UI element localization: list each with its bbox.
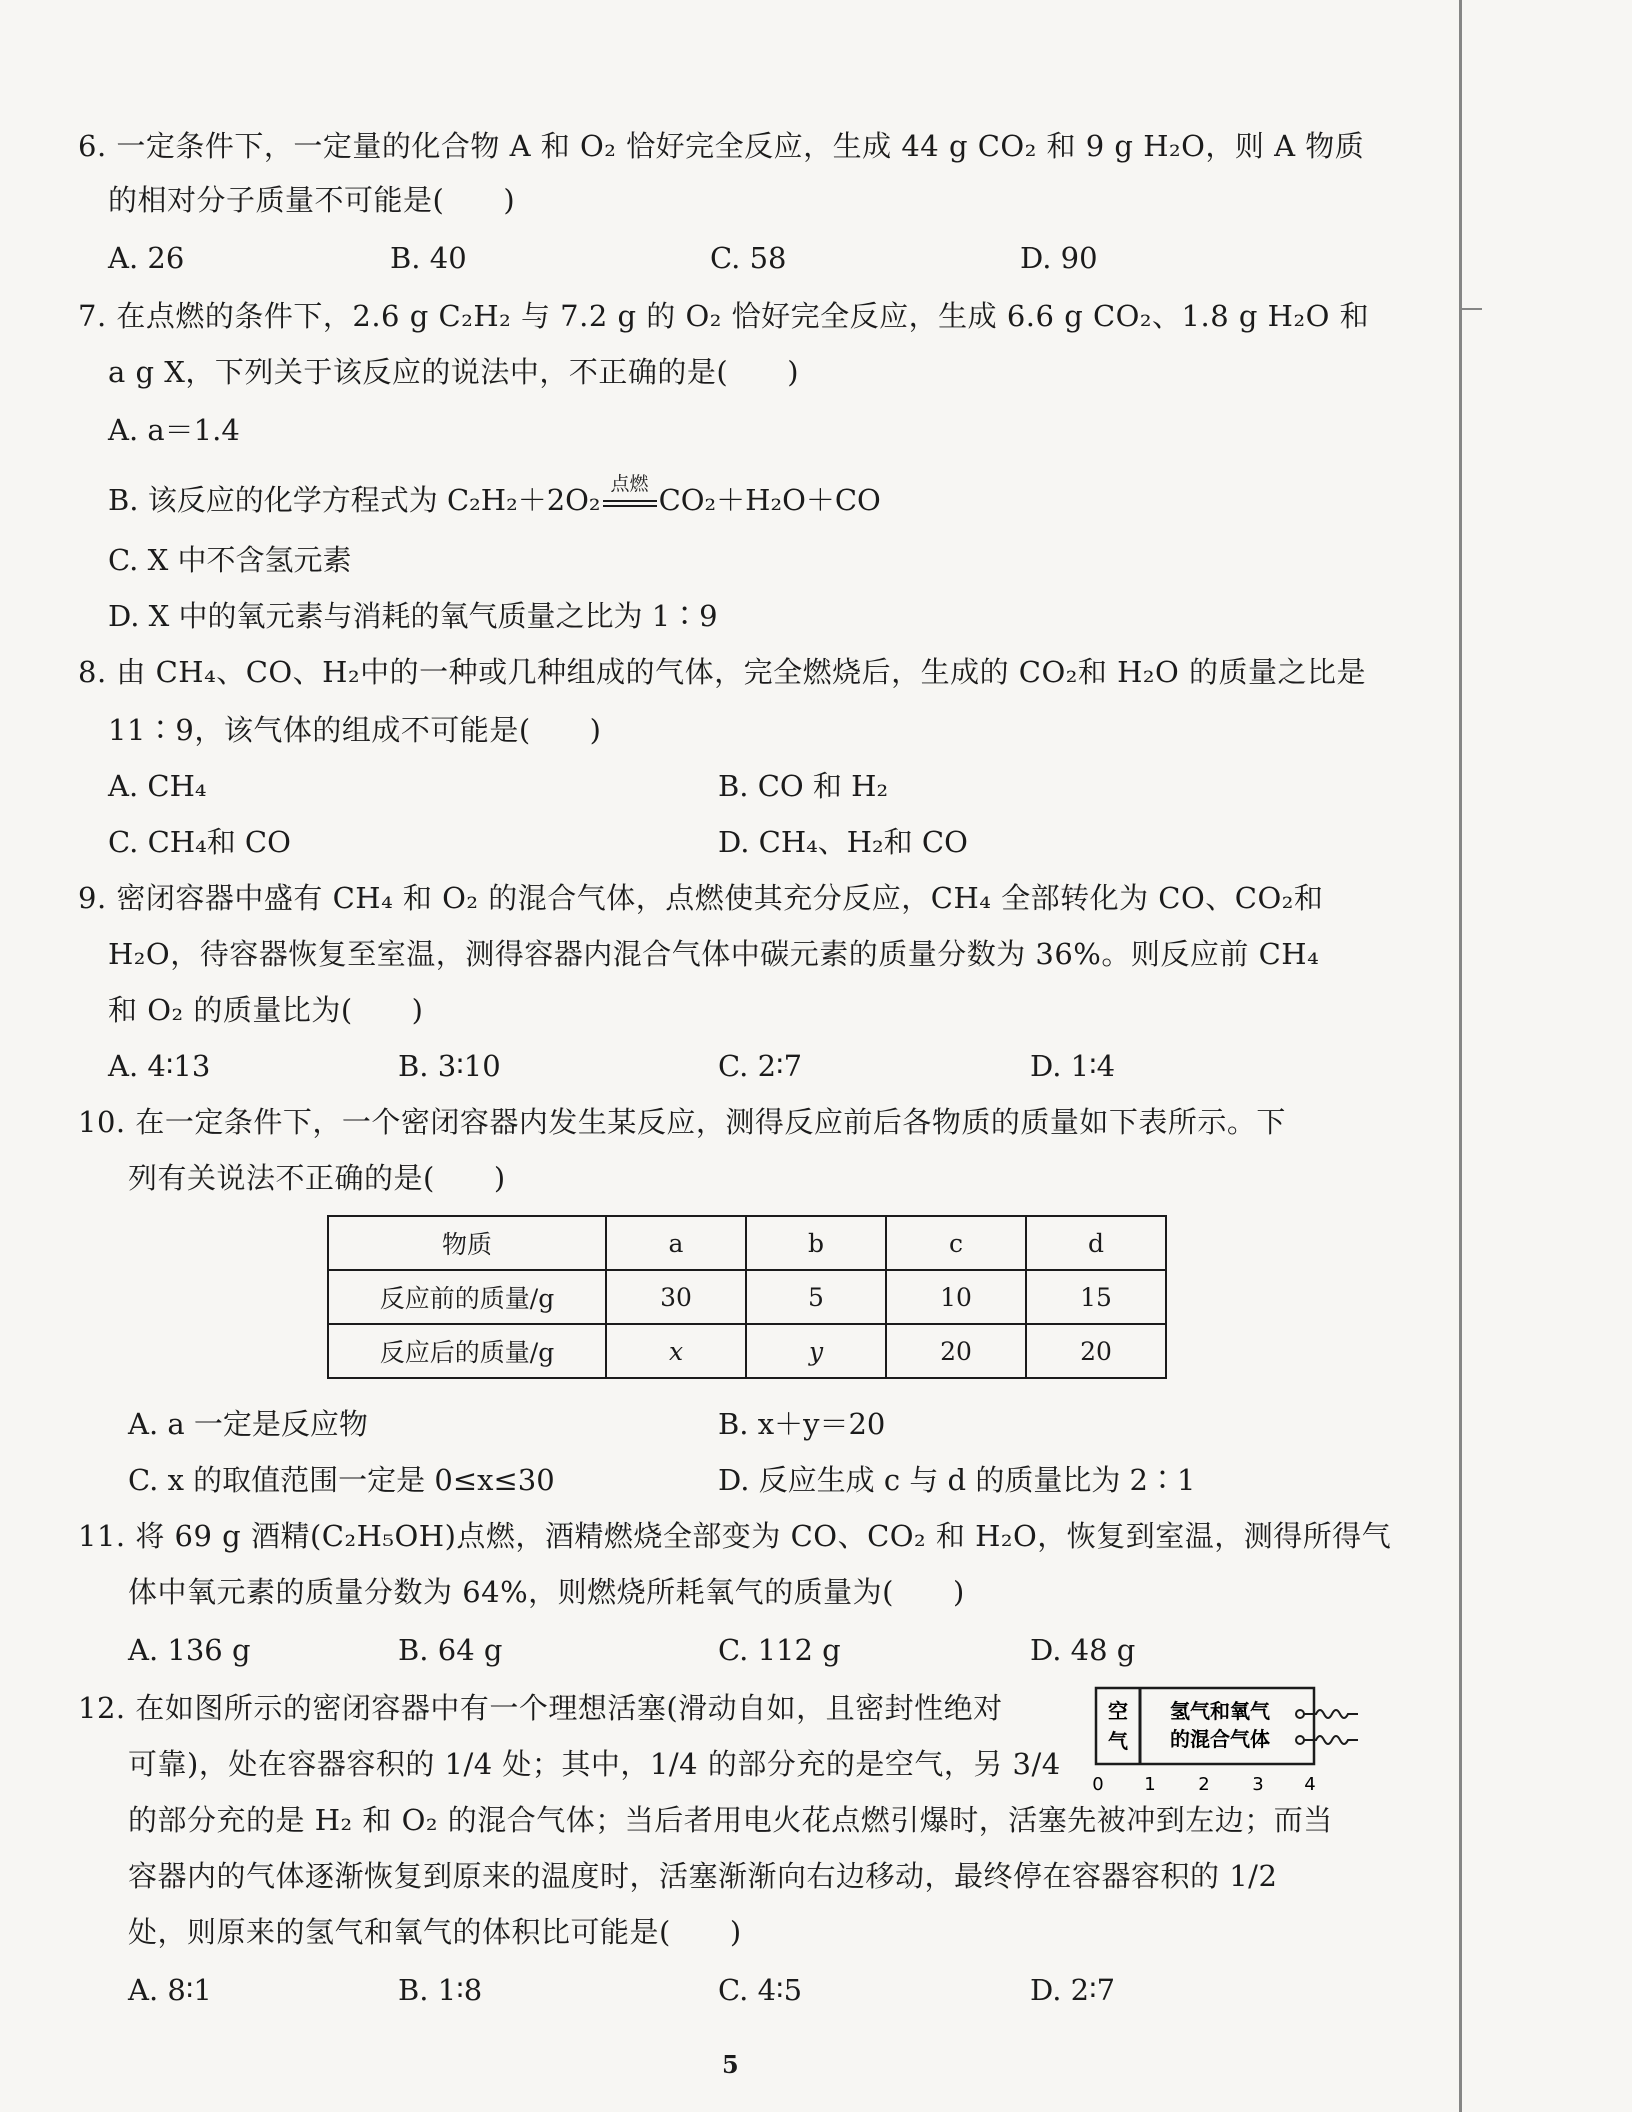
table-cell: 反应后的质量/g (328, 1324, 606, 1378)
table-cell: 10 (886, 1270, 1026, 1324)
q6-option-d: D. 90 (1020, 241, 1098, 275)
q12-option-a: A. 8∶1 (128, 1973, 212, 2007)
q12-stem-line3: 的部分充的是 H₂ 和 O₂ 的混合气体；当后者用电火花点燃引爆时，活塞先被冲到左边；而当 (128, 1803, 1333, 1837)
electrode-bottom (1296, 1736, 1304, 1744)
q9-stem-line3: 和 O₂ 的质量比为( ) (108, 993, 424, 1027)
q7-stem-line2: a g X，下列关于该反应的说法中，不正确的是( ) (108, 355, 800, 389)
spark-wire-bottom (1304, 1736, 1358, 1744)
table-header-cell: b (746, 1216, 886, 1270)
table-cell: 20 (886, 1324, 1026, 1378)
table-cell: 反应前的质量/g (328, 1270, 606, 1324)
table-cell: y (746, 1324, 886, 1378)
q12-option-c: C. 4∶5 (718, 1973, 803, 2007)
q8-option-b: B. CO 和 H₂ (718, 769, 889, 803)
table-cell: x (606, 1324, 746, 1378)
q8-stem-line1: 8. 由 CH₄、CO、H₂中的一种或几种组成的气体，完全燃烧后，生成的 CO₂和 H₂O 的质量之比是 (78, 655, 1367, 689)
q9-option-c: C. 2∶7 (718, 1049, 803, 1083)
table-cell: 5 (746, 1270, 886, 1324)
table-header-cell: c (886, 1216, 1026, 1270)
table-cell: 20 (1026, 1324, 1166, 1378)
scale-4: 4 (1304, 1774, 1316, 1795)
q7-option-a: A. a＝1.4 (108, 413, 240, 447)
q9-option-a: A. 4∶13 (108, 1049, 211, 1083)
q8-option-a: A. CH₄ (108, 769, 207, 803)
q9-stem-line2: H₂O，待容器恢复至室温，测得容器内混合气体中碳元素的质量分数为 36%。则反应前 CH₄ (108, 937, 1320, 971)
table-row (328, 1270, 1166, 1324)
q11-stem-line2: 体中氧元素的质量分数为 64%，则燃烧所耗氧气的质量为( ) (128, 1575, 965, 1609)
q7-option-b (108, 473, 881, 522)
q8-option-c: C. CH₄和 CO (108, 825, 291, 859)
page-edge-tick (1462, 308, 1482, 310)
q7-stem-line1: 7. 在点燃的条件下，2.6 g C₂H₂ 与 7.2 g 的 O₂ 恰好完全反应，生成 6.6 g CO₂、1.8 g H₂O 和 (78, 299, 1370, 333)
table-cell: 15 (1026, 1270, 1166, 1324)
q10-stem-line2: 列有关说法不正确的是( ) (128, 1161, 506, 1195)
q6-stem-line2: 的相对分子质量不可能是( ) (108, 183, 516, 217)
air-label-2: 气 (1108, 1729, 1128, 1753)
q12-stem-line1: 12. 在如图所示的密闭容器中有一个理想活塞(滑动自如，且密封性绝对 (78, 1691, 1003, 1725)
q6-option-a: A. 26 (108, 241, 185, 275)
table-header-cell: 物质 (328, 1216, 606, 1270)
q10-option-a: A. a 一定是反应物 (128, 1407, 368, 1441)
q11-option-b: B. 64 g (398, 1633, 503, 1667)
q11-option-a: A. 136 g (128, 1633, 251, 1667)
table-header-cell: d (1026, 1216, 1166, 1270)
table-header-row (328, 1216, 1166, 1270)
table-row (328, 1324, 1166, 1378)
q12-stem-line2: 可靠)，处在容器容积的 1/4 处；其中，1/4 的部分充的是空气，另 3/4 (128, 1747, 1061, 1781)
q12-stem-line5: 处，则原来的氢气和氧气的体积比可能是( ) (128, 1915, 742, 1949)
q6-option-c: C. 58 (710, 241, 787, 275)
air-label-1: 空 (1108, 1699, 1128, 1723)
scale-3: 3 (1252, 1774, 1264, 1795)
q10-option-b: B. x＋y＝20 (718, 1407, 886, 1441)
q10-option-d: D. 反应生成 c 与 d 的质量比为 2∶1 (718, 1463, 1196, 1497)
piston-container-diagram (1094, 1686, 1372, 1796)
table-header-cell: a (606, 1216, 746, 1270)
q6-stem-line1: 6. 一定条件下，一定量的化合物 A 和 O₂ 恰好完全反应，生成 44 g CO₂ 和 9 g H₂O，则 A 物质 (78, 129, 1365, 163)
q9-option-d: D. 1∶4 (1030, 1049, 1116, 1083)
scale-0: 0 (1092, 1774, 1104, 1795)
q11-option-c: C. 112 g (718, 1633, 841, 1667)
reaction-condition: 点燃 (610, 473, 649, 495)
page-edge-line (1459, 0, 1462, 2112)
reaction-equals-sign (601, 473, 659, 522)
q8-option-d: D. CH₄、H₂和 CO (718, 825, 968, 859)
spark-wire-top (1304, 1710, 1358, 1718)
q10-stem-line1: 10. 在一定条件下，一个密闭容器内发生某反应，测得反应前后各物质的质量如下表所示。下 (78, 1105, 1286, 1139)
q10-option-c: C. x 的取值范围一定是 0≤x≤30 (128, 1463, 555, 1497)
mix-label-2: 的混合气体 (1170, 1727, 1270, 1751)
mix-label-1: 氢气和氧气 (1170, 1699, 1270, 1723)
q7-option-d: D. X 中的氧元素与消耗的氧气质量之比为 1∶9 (108, 599, 718, 633)
q11-stem-line1: 11. 将 69 g 酒精(C₂H₅OH)点燃，酒精燃烧全部变为 CO、CO₂ 和 H₂O，恢复到室温，测得所得气 (78, 1519, 1392, 1553)
scale-1: 1 (1144, 1774, 1156, 1795)
q7-option-b-suffix: CO₂＋H₂O＋CO (658, 483, 881, 517)
q12-stem-line4: 容器内的气体逐渐恢复到原来的温度时，活塞渐渐向右边移动，最终停在容器容积的 1/2 (128, 1859, 1278, 1893)
q7-option-b-prefix: B. 该反应的化学方程式为 C₂H₂＋2O₂ (108, 483, 601, 517)
q12-option-b: B. 1∶8 (398, 1973, 483, 2007)
q8-stem-line2: 11∶9，该气体的组成不可能是( ) (108, 713, 602, 747)
q9-option-b: B. 3∶10 (398, 1049, 501, 1083)
q6-option-b: B. 40 (390, 241, 467, 275)
scale-2: 2 (1198, 1774, 1210, 1795)
q7-option-c: C. X 中不含氢元素 (108, 543, 352, 577)
table-cell: 30 (606, 1270, 746, 1324)
mass-table (327, 1215, 1167, 1379)
page-number: 5 (722, 2050, 739, 2079)
q9-stem-line1: 9. 密闭容器中盛有 CH₄ 和 O₂ 的混合气体，点燃使其充分反应，CH₄ 全部转化为 CO、CO₂和 (78, 881, 1324, 915)
electrode-top (1296, 1710, 1304, 1718)
q12-option-d: D. 2∶7 (1030, 1973, 1116, 2007)
q11-option-d: D. 48 g (1030, 1633, 1136, 1667)
